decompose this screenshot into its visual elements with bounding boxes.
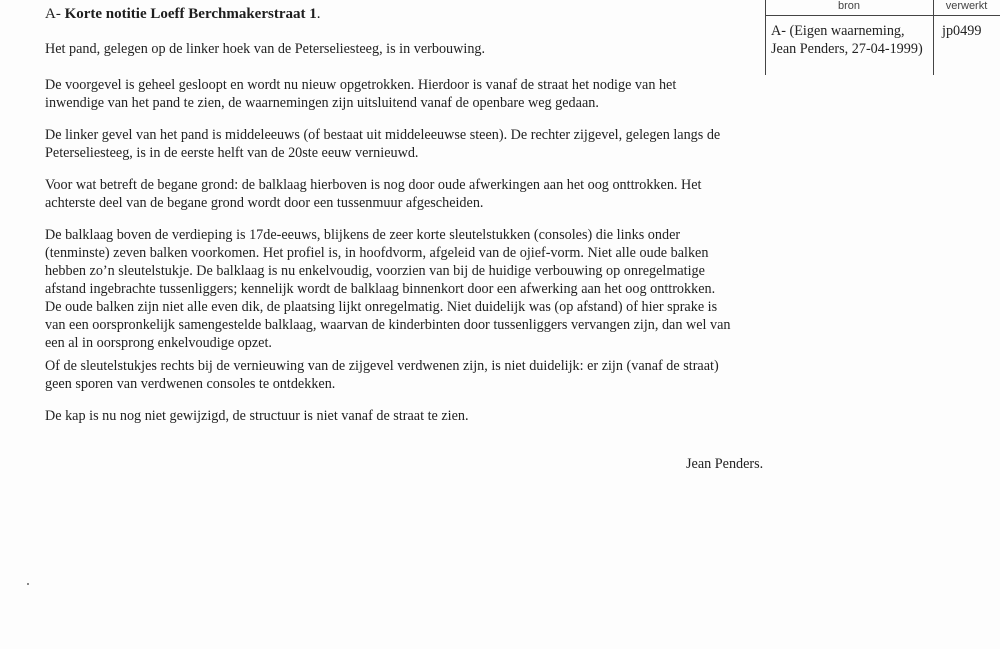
title-suffix: . bbox=[316, 6, 321, 22]
paragraph-line: een al in oorsprong enkelvoudige opzet. bbox=[45, 335, 272, 351]
paragraph-line: De linker gevel van het pand is middeleeuws (of bestaat uit middeleeuwse steen). De rechter zijgevel, gelegen langs de bbox=[45, 127, 721, 143]
paragraph-1 bbox=[45, 40, 485, 58]
scan-speck bbox=[27, 583, 29, 585]
document-title bbox=[45, 5, 320, 23]
paragraph-line: Voor wat betreft de begane grond: de balklaag hierboven is nog door oude afwerkingen aan het oog onttrokken. Het bbox=[45, 177, 702, 193]
paragraph-line: afstand ingebrachte tussenliggers; kennelijk wordt de balklaag binnenkort door een afwerking aan het oog onttrokken. bbox=[45, 281, 716, 297]
paragraph-line: De voorgevel is geheel gesloopt en wordt nu nieuw opgetrokken. Hierdoor is vanaf de straat het nodige van het bbox=[45, 77, 677, 93]
signature: Jean Penders. bbox=[686, 456, 764, 472]
paragraph-line: inwendige van het pand te zien, de waarnemingen zijn uitsluitend vanaf de openbare weg gedaan. bbox=[45, 95, 599, 111]
table-header-divider bbox=[765, 15, 1000, 16]
paragraph-7 bbox=[45, 407, 469, 425]
paragraph-5 bbox=[45, 226, 731, 352]
paragraph-line: van een oorspronkelijk samengestelde balklaag, waarvan de kinderbinten door tussenliggers vervangen zijn, dan wel van bbox=[45, 317, 731, 333]
paragraph-line: Peterseliesteeg, is in de eerste helft van de 20ste eeuw vernieuwd. bbox=[45, 145, 419, 161]
title-bold: Korte notitie Loeff Berchmakerstraat 1 bbox=[64, 6, 317, 22]
paragraph-4 bbox=[45, 176, 702, 212]
cell-bron bbox=[771, 22, 923, 58]
header-verwerkt: verwerkt bbox=[945, 0, 988, 12]
paragraph-line: geen sporen van verdwenen consoles te ontdekken. bbox=[45, 376, 336, 392]
header-bron: bron bbox=[837, 0, 861, 12]
cell-bron-line: Jean Penders, 27-04-1999) bbox=[771, 41, 923, 57]
paragraph-line: (tenminste) zeven balken voorkomen. Het profiel is, in hoofdvorm, afgeleid van de ojief-vorm. Niet alle oude balken bbox=[45, 245, 709, 261]
paragraph-6 bbox=[45, 357, 719, 393]
paragraph-line: Het pand, gelegen op de linker hoek van de Peterseliesteeg, is in verbouwing. bbox=[45, 41, 486, 57]
paragraph-line: achterste deel van de begane grond wordt door een tussenmuur afgescheiden. bbox=[45, 195, 484, 211]
paragraph-line: Of de sleutelstukjes rechts bij de vernieuwing van de zijgevel verdwenen zijn, is niet duidelijk: er zijn (vanaf de straat) bbox=[45, 358, 719, 374]
paragraph-line: hebben zo’n sleutelstukje. De balklaag is nu enkelvoudig, voorzien van bij de huidige verbouwing op onregelmatige bbox=[45, 263, 705, 279]
paragraph-line: De kap is nu nog niet gewijzigd, de structuur is niet vanaf de straat te zien. bbox=[45, 408, 469, 424]
paragraph-3 bbox=[45, 126, 720, 162]
paragraph-line: De oude balken zijn niet alle even dik, de plaatsing lijkt onregelmatig. Niet duidelijk was (op afstand) of hier sprake is bbox=[45, 299, 718, 315]
paragraph-2 bbox=[45, 76, 676, 112]
title-prefix: A- bbox=[45, 6, 65, 22]
source-table bbox=[765, 0, 1000, 75]
cell-bron-line: A- (Eigen waarneming, bbox=[771, 23, 905, 39]
paragraph-line: De balklaag boven de verdieping is 17de-eeuws, blijkens de zeer korte sleutelstukken (consoles) die links onder bbox=[45, 227, 681, 243]
cell-verwerkt: jp0499 bbox=[942, 23, 982, 39]
